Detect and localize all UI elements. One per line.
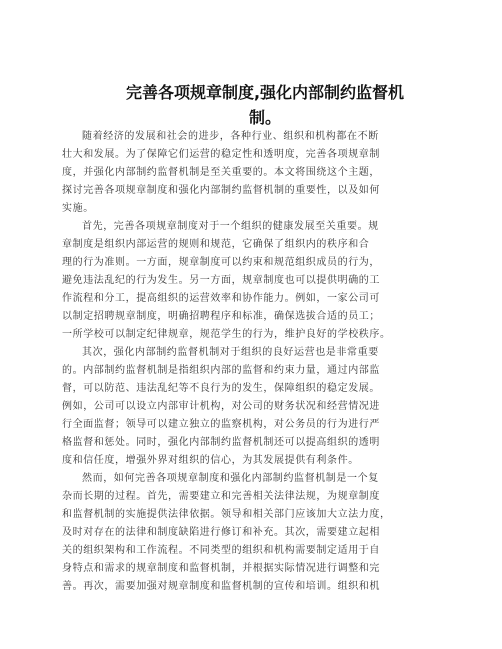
text-line: 及时对存在的法律和制度缺陷进行修订和补充。其次，需要建立起相 (62, 527, 380, 538)
text-line: 身特点和需求的规章制度和监督机制，并根据实际情况进行调整和完 (62, 563, 380, 574)
text-line: 杂而长期的过程。首先，需要建立和完善相关法律法规，为规章制度 (62, 491, 380, 502)
text-line: 壮大和发展。为了保障它们运营的稳定性和透明度，完善各项规章制 (62, 149, 380, 160)
text-line: 首先，完善各项规章制度对于一个组织的健康发展至关重要。规 (82, 221, 379, 232)
text-line: 督，可以防范、违法乱纪等不良行为的发生，保障组织的稳定发展。 (62, 383, 380, 394)
text-line: 度，并强化内部制约监督机制是至关重要的。本文将围绕这个主题， (62, 167, 380, 178)
text-line: 行全面监督；领导可以建立独立的监察机构，对公务员的行为进行严 (62, 419, 380, 430)
text-line: 善。再次，需要加强对规章制度和监督机制的宣传和培训。组织和机 (62, 581, 380, 592)
text-line: 以制定招聘规章制度，明确招聘程序和标准，确保选拔合适的员工； (62, 311, 380, 322)
text-line: 格监督和惩处。同时，强化内部制约监督机制还可以提高组织的透明 (62, 437, 380, 448)
title-line: 完善各项规章制度,强化内部制约监督机 (125, 83, 405, 102)
text-line: 度和信任度，增强外界对组织的信心，为其发展提供有利条件。 (62, 455, 359, 466)
text-line: 的。内部制约监督机制是指组织内部的监督和约束力量，通过内部监 (62, 365, 380, 376)
text-line: 然而，如何完善各项规章制度和强化内部制约监督机制是一个复 (82, 473, 379, 484)
text-line: 实施。 (62, 203, 94, 214)
text-line: 避免违法乱纪的行为发生。另一方面，规章制度也可以提供明确的工 (62, 275, 380, 286)
text-line: 探讨完善各项规章制度和强化内部制约监督机制的重要性，以及如何 (62, 185, 380, 196)
text-line: 其次，强化内部制约监督机制对于组织的良好运营也是非常重要 (82, 347, 379, 358)
text-line: 关的组织架构和工作流程。不同类型的组织和机构需要制定适用于自 (62, 545, 380, 556)
text-line: 作流程和分工，提高组织的运营效率和协作能力。例如，一家公司可 (62, 293, 380, 304)
text-line: 和监督机制的实施提供法律依据。领导和相关部门应该加大立法力度， (62, 509, 391, 520)
text-line: 一所学校可以制定纪律规章，规范学生的行为，维护良好的学校秩序。 (62, 329, 391, 340)
text-line: 随着经济的发展和社会的进步，各种行业、组织和机构都在不断 (82, 131, 379, 142)
title-line: 制。 (248, 108, 281, 127)
text-line: 章制度是组织内部运营的规则和规范，它确保了组织内的秩序和合 (62, 239, 370, 250)
text-line: 例如，公司可以设立内部审计机构，对公司的财务状况和经营情况进 (62, 401, 380, 412)
text-line: 理的行为准则。一方面，规章制度可以约束和规范组织成员的行为， (62, 257, 380, 268)
document-title (100, 80, 430, 130)
